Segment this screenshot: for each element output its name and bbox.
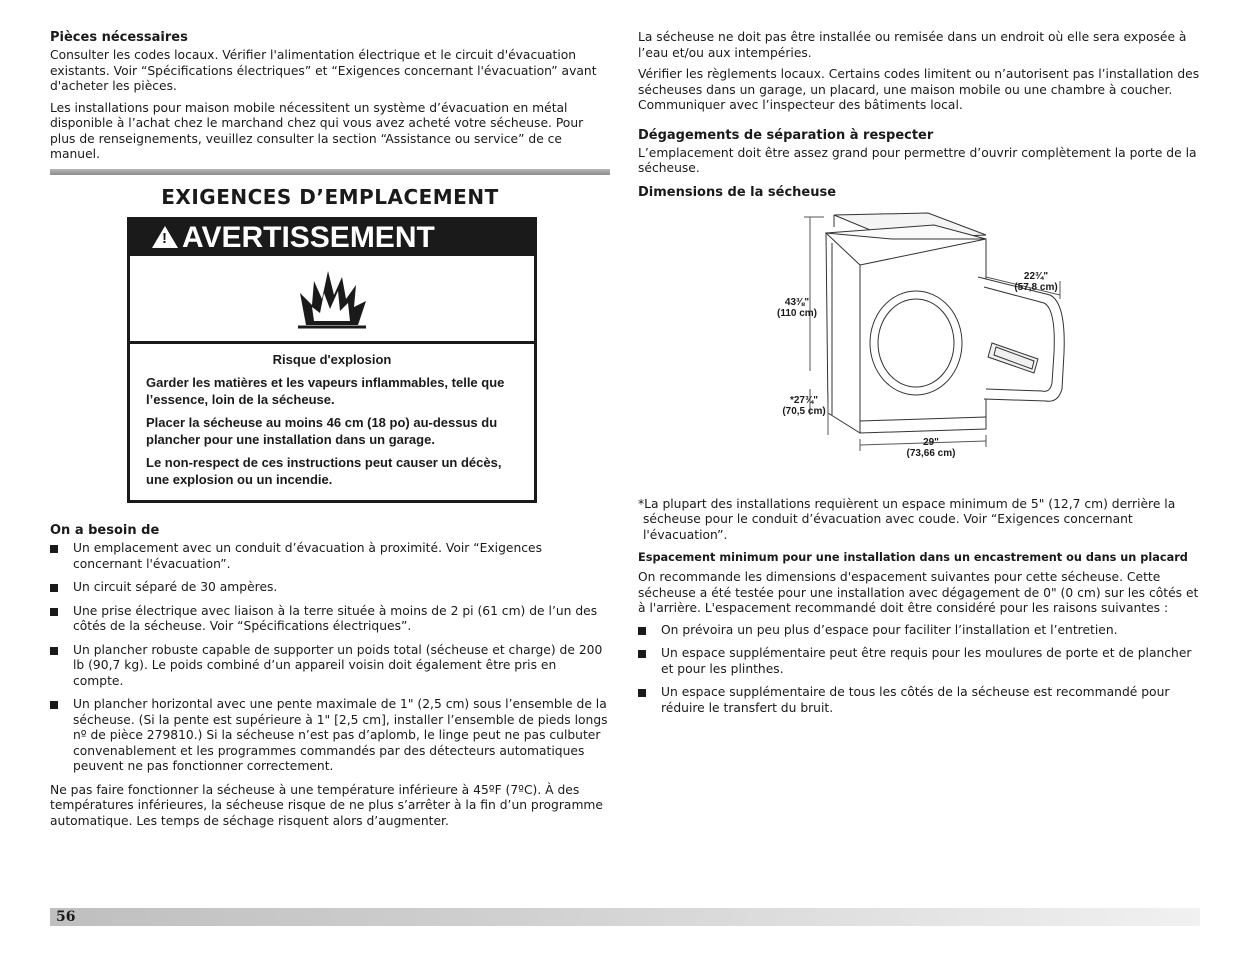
list-item: Un circuit séparé de 30 ampères. [50,580,610,596]
espacement-list [638,623,1200,717]
list-item: Une prise électrique avec liaison à la terre située à moins de 2 pi (61 cm) de l’un des côtés de la sécheuse. Voir “Spécifications électriques”. [50,604,610,635]
page-number: 56 [56,909,76,925]
bullet-square-icon [50,608,58,616]
left-column [50,30,610,835]
list-item: Un emplacement avec un conduit d’évacuation à proximité. Voir “Exigences concernant l'évacuation”. [50,541,610,572]
right-paragraph-2: Vérifier les règlements locaux. Certains codes limitent ou n’autorisent pas l’installation des sécheuses dans un garage, un placard, une maison mobile ou une chambre à coucher. Communiquer avec l’inspecteur des bâtiments local. [638,67,1200,112]
espacement-heading: Espacement minimum pour une installation dans un encastrement ou dans un placard [638,551,1188,564]
warning-line-2: Placer la sécheuse au moins 46 cm (18 po) au-dessus du plancher pour une installation dans un garage. [146,415,498,447]
espacement-paragraph: On recommande les dimensions d'espacement suivantes pour cette sécheuse. Cette sécheuse a été testée pour une installation avec dégagement de 0" (0 cm) sur les côtés et à l'arrière. L'espacement recommandé doit être considéré pour les raisons suivantes : [638,570,1199,615]
bullet-square-icon [638,650,646,658]
list-item: Un plancher horizontal avec une pente maximale de 1" (2,5 cm) sous l’ensemble de la sécheuse. (Si la pente est supérieure à 1" [2,5 cm], installer l’ensemble de pieds longs nº de pièce 279810.) Si la sécheuse n’est pas d’aplomb, le linge peut ne pas culbuter convenablement et les programmes commandés par des détecteurs automatiques peuvent ne pas fonctionner correctement. [50,697,610,775]
warning-text [130,344,534,501]
temperature-paragraph: Ne pas faire fonctionner la sécheuse à une température inférieure à 45ºF (7ºC). À des températures inférieures, la sécheuse risque de ne plus s’arrêter à la fin d’un programme automatique. Les temps de séchage risquent alors d’augmenter. [50,782,603,828]
warning-triangle-icon: ! [152,226,178,248]
door-dimension-label: 22¾" (57,8 cm) [1014,270,1058,293]
warning-header [130,220,534,256]
section-divider [50,169,610,175]
dimensions-heading: Dimensions de la sécheuse [638,184,837,200]
warning-header-label: AVERTISSEMENT [182,220,435,254]
depth-dimension-label: *27¾" (70,5 cm) [782,394,826,417]
list-item: Un plancher robuste capable de supporter un poids total (sécheuse et charge) de 200 lb (90,7 kg). Le poids combiné d’un appareil voisin doit également être pris en compte. [50,643,610,690]
pieces-heading: Pièces nécessaires [50,30,188,45]
bullet-square-icon [638,689,646,697]
pieces-paragraph-1: Consulter les codes locaux. Vérifier l'alimentation électrique et le circuit d'évacuation existants. Voir “Spécifications électriques” et “Exigences concernant l'évacuation” avant d'acheter les pièces. [50,48,597,93]
degagement-heading: Dégagements de séparation à respecter [638,127,934,143]
besoin-list [50,541,610,775]
right-paragraph-1: La sécheuse ne doit pas être installée ou remisée dans un endroit où elle sera exposée à l’eau et/ou aux intempéries. [638,30,1187,60]
height-dimension-label: 43⅜" (110 cm) [776,296,818,319]
width-dimension-label: 29" (73,66 cm) [906,436,956,459]
besoin-heading: On a besoin de [50,523,160,538]
dryer-dimensions-diagram [638,203,1200,493]
bullet-square-icon [50,647,58,655]
bullet-square-icon [50,545,58,553]
list-item: On prévoira un peu plus d’espace pour faciliter l’installation et l’entretien. [638,623,1200,639]
section-title: EXIGENCES D’EMPLACEMENT [161,184,499,209]
list-item: Un espace supplémentaire peut être requis pour les moulures de porte et de plancher et pour les plinthes. [638,646,1200,677]
bullet-square-icon [638,627,646,635]
list-item: Un espace supplémentaire de tous les côtés de la sécheuse est recommandé pour réduire le transfert du bruit. [638,685,1200,716]
footer-bar [50,908,1200,926]
warning-line-3: Le non-respect de ces instructions peut causer un décès, une explosion ou un incendie. [146,455,502,487]
warning-line-1: Garder les matières et les vapeurs inflammables, telle que l’essence, loin de la sécheuse. [146,375,505,407]
footnote: *La plupart des installations requièrent un espace minimum de 5" (12,7 cm) derrière la sécheuse pour le conduit d’évacuation avec coude. Voir “Exigences concernant l'évacuation”. [638,496,1176,542]
bullet-square-icon [50,584,58,592]
warning-title: Risque d'explosion [272,351,392,367]
pieces-paragraph-2: Les installations pour maison mobile nécessitent un système d’évacuation en métal disponible à l’achat chez le marchand chez qui vous avez acheté votre sécheuse. Pour plus de renseignements, veuillez consulter la section “Assistance ou service” de ce manuel. [50,100,584,161]
right-column [638,30,1200,724]
warning-box [127,217,537,504]
bullet-square-icon [50,701,58,709]
explosion-icon [130,256,534,344]
degagement-paragraph: L’emplacement doit être assez grand pour permettre d’ouvrir complètement la porte de la sécheuse. [638,145,1197,175]
